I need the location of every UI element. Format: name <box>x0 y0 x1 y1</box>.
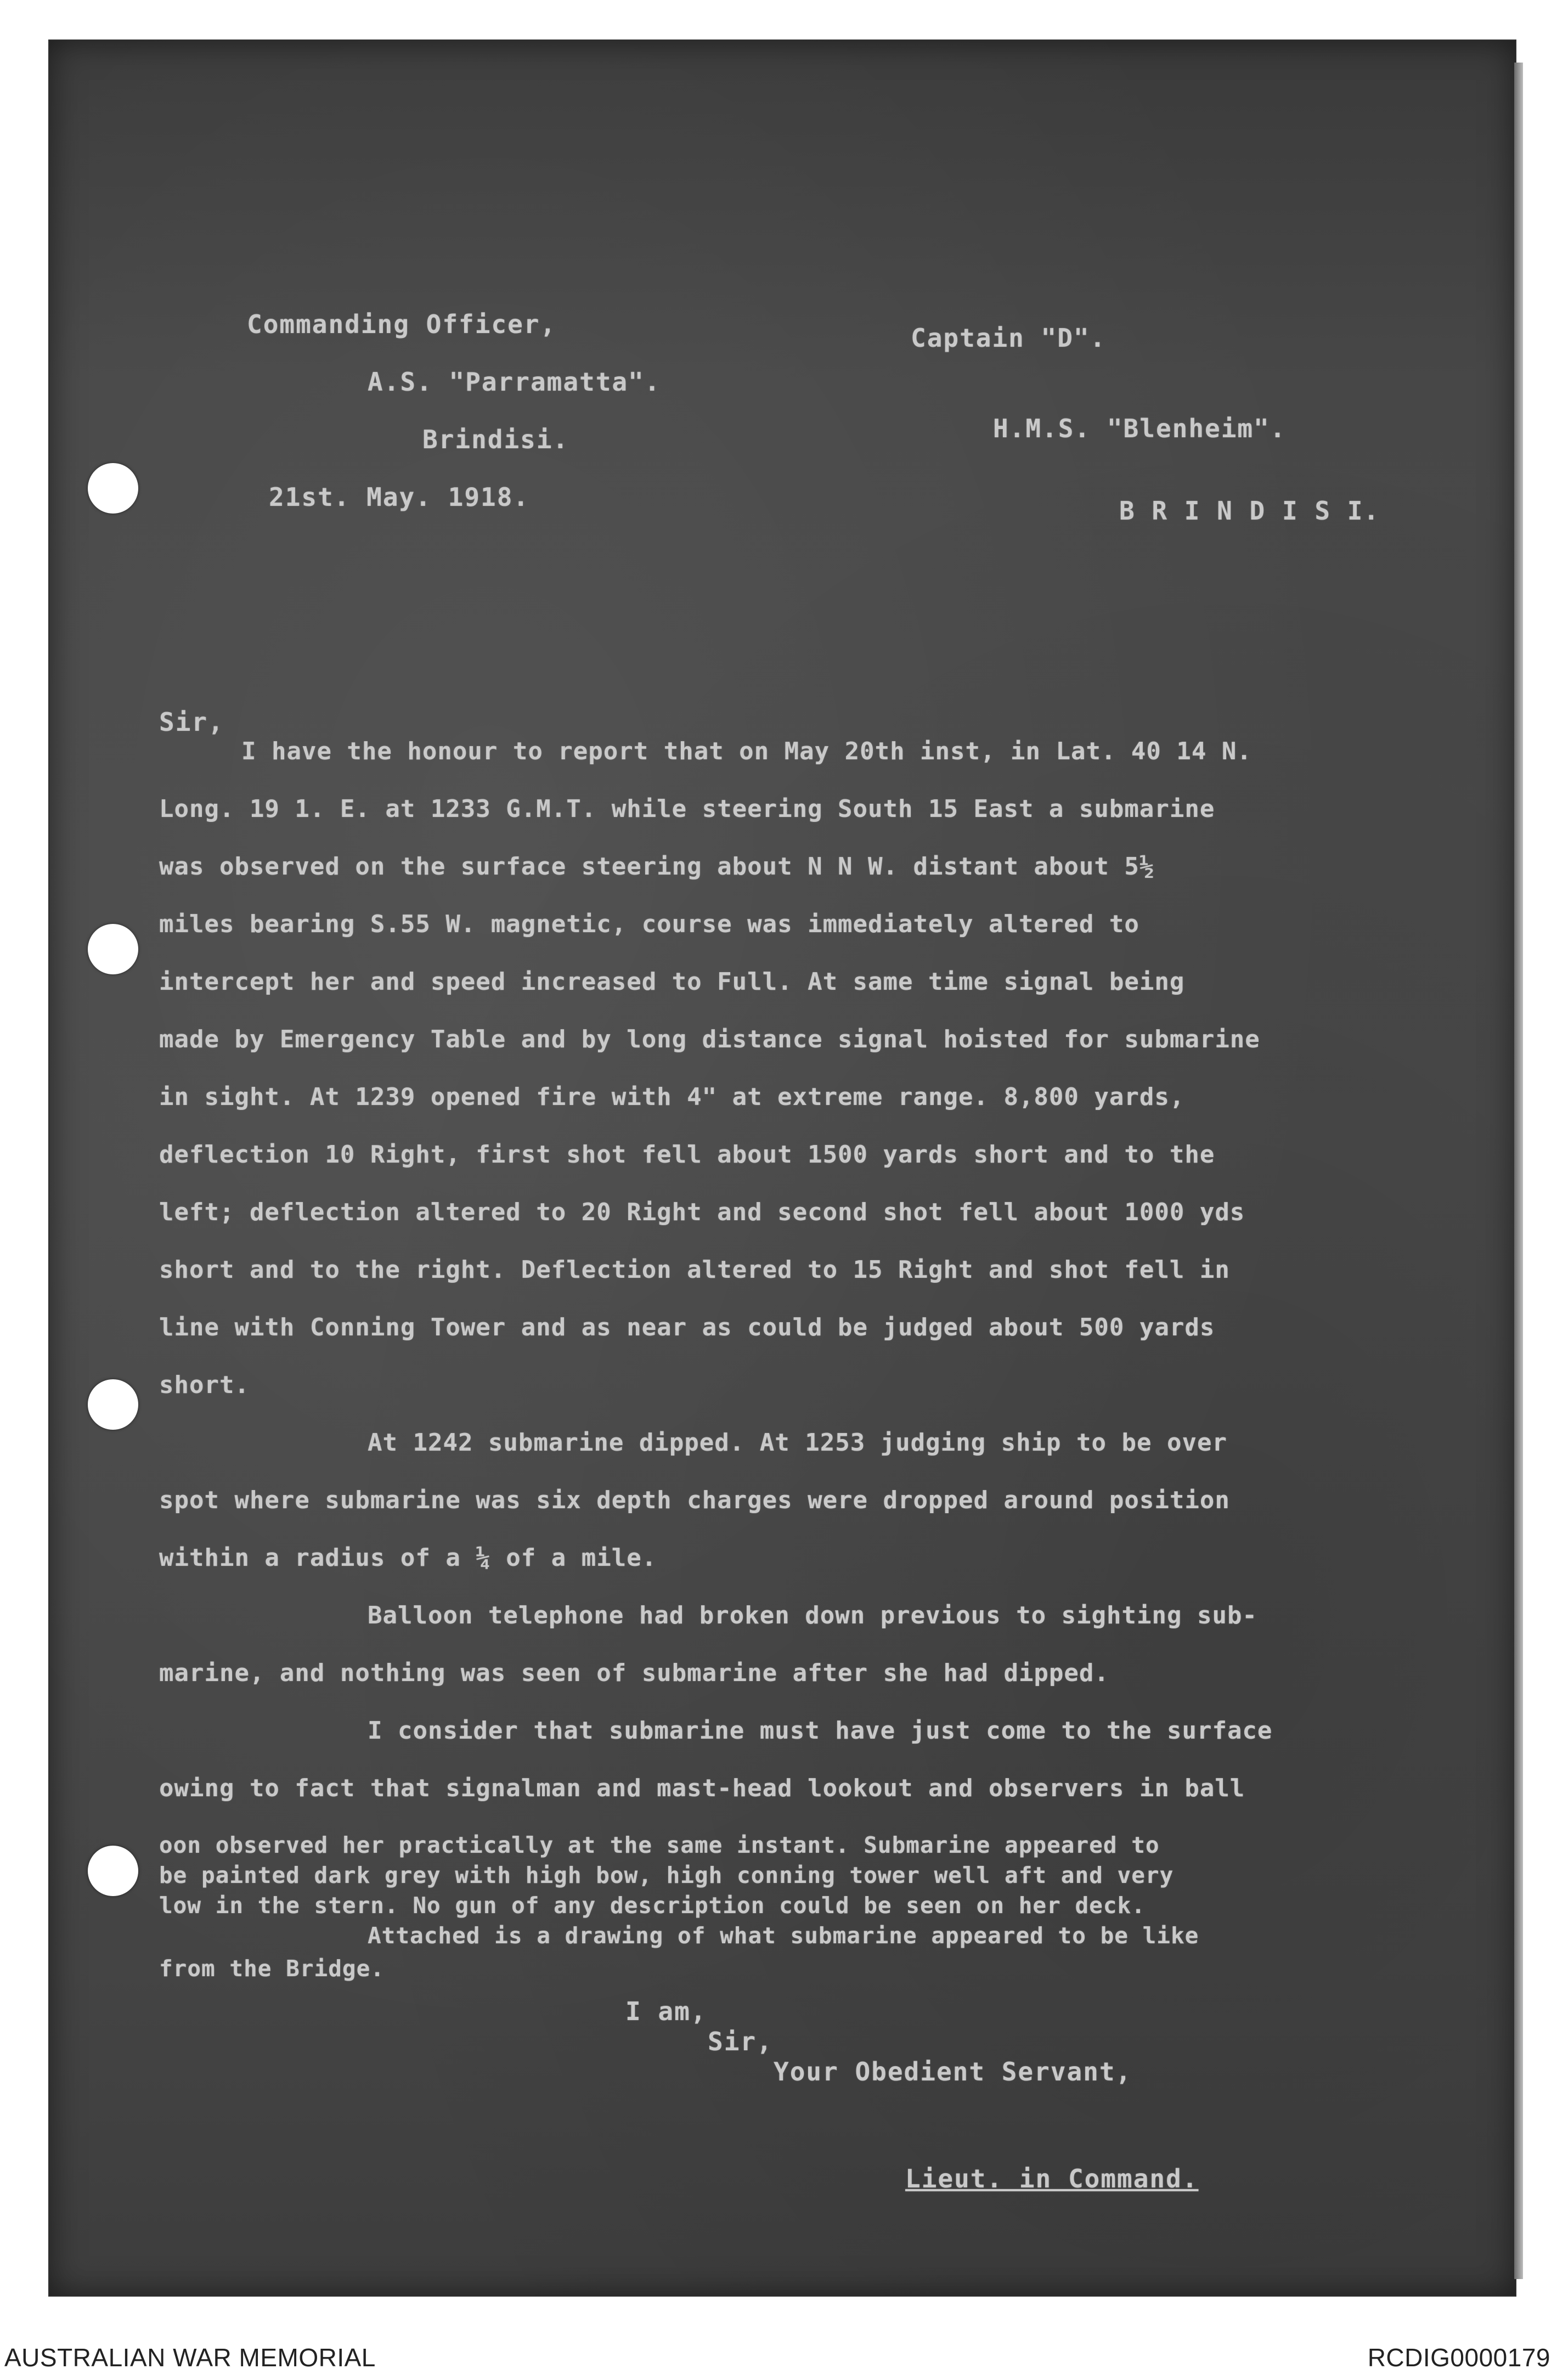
body-line: in sight. At 1239 opened fire with 4" at extreme range. 8,800 yards, <box>159 1083 1185 1111</box>
letter-date: 21st. May. 1918. <box>269 482 530 512</box>
body-line: was observed on the surface steering about N N W. distant about 5½ <box>159 853 1155 881</box>
sender-line: Brindisi. <box>422 425 569 454</box>
sender-line: A.S. "Parramatta". <box>368 367 661 397</box>
sender-line: Commanding Officer, <box>247 309 557 339</box>
letter-sheet <box>48 40 1516 2297</box>
body-line: intercept her and speed increased to Full. At same time signal being <box>159 968 1185 996</box>
punch-hole-4 <box>88 1846 138 1896</box>
paper-edge <box>1514 63 1523 2279</box>
punch-hole-1 <box>88 463 138 514</box>
body-line: left; deflection altered to 20 Right and second shot fell about 1000 yds <box>159 1198 1245 1226</box>
recipient-line: B R I N D I S I. <box>1119 496 1380 526</box>
body-line: owing to fact that signalman and mast-head lookout and observers in ball <box>159 1774 1245 1802</box>
body-line: deflection 10 Right, first shot fell about 1500 yards short and to the <box>159 1141 1215 1169</box>
recipient-line: Captain "D". <box>911 323 1107 353</box>
recipient-line: H.M.S. "Blenheim". <box>993 414 1287 443</box>
body-line: marine, and nothing was seen of submarine after she had dipped. <box>159 1659 1109 1687</box>
body-line: made by Emergency Table and by long distance signal hoisted for submarine <box>159 1025 1260 1053</box>
footer-right: RCDIG0000179 <box>1367 2343 1550 2372</box>
body-line: Attached is a drawing of what submarine appeared to be like <box>368 1922 1199 1949</box>
body-line: I consider that submarine must have just come to the surface <box>368 1717 1273 1745</box>
signature: Lieut. in Command. <box>905 2164 1199 2193</box>
body-line: be painted dark grey with high bow, high conning tower well aft and very <box>159 1862 1174 1888</box>
body-line: spot where submarine was six depth charges were dropped around position <box>159 1486 1230 1514</box>
body-line: from the Bridge. <box>159 1955 385 1982</box>
footer-left: AUSTRALIAN WAR MEMORIAL <box>4 2343 376 2372</box>
body-line: low in the stern. No gun of any description could be seen on her deck. <box>159 1892 1146 1919</box>
punch-hole-2 <box>88 924 138 974</box>
body-line: short. <box>159 1371 250 1399</box>
body-line: line with Conning Tower and as near as could be judged about 500 yards <box>159 1313 1215 1341</box>
closing-line: I am, <box>625 1997 707 2026</box>
closing-line: Sir, <box>708 2027 773 2056</box>
body-line: At 1242 submarine dipped. At 1253 judging ship to be over <box>368 1429 1227 1457</box>
body-line: oon observed her practically at the same instant. Submarine appeared to <box>159 1832 1160 1858</box>
body-line: I have the honour to report that on May 20th inst, in Lat. 40 14 N. <box>241 737 1252 765</box>
body-line: short and to the right. Deflection altered to 15 Right and shot fell in <box>159 1256 1230 1284</box>
body-line: Balloon telephone had broken down previous to sighting sub- <box>368 1601 1257 1629</box>
body-line: miles bearing S.55 W. magnetic, course was immediately altered to <box>159 910 1139 938</box>
salutation: Sir, <box>159 707 224 737</box>
body-line: within a radius of a ¼ of a mile. <box>159 1544 657 1572</box>
body-line: Long. 19 1. E. at 1233 G.M.T. while steering South 15 East a submarine <box>159 795 1215 823</box>
closing-line: Your Obedient Servant, <box>774 2057 1132 2086</box>
punch-hole-3 <box>88 1379 138 1430</box>
